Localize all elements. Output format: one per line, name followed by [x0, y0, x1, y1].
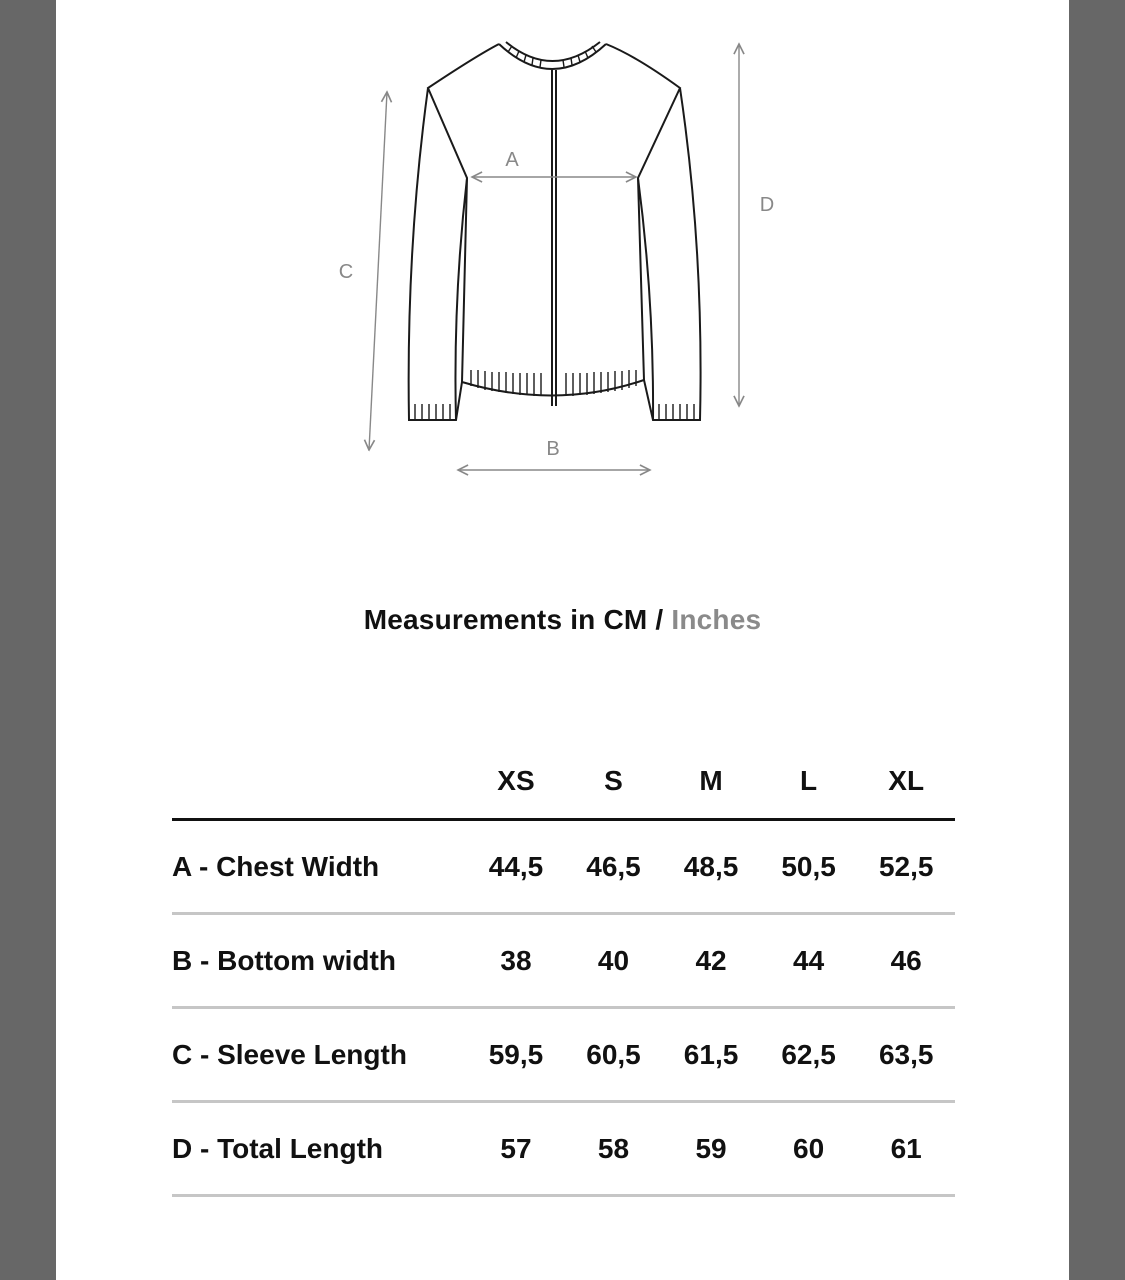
measurement-value: 60	[760, 1102, 858, 1196]
size-header-row	[172, 744, 955, 820]
measurement-value: 62,5	[760, 1008, 858, 1102]
cardigan-measurement-diagram	[56, 0, 1069, 520]
table-row	[172, 914, 955, 1008]
label-b: B	[546, 438, 560, 460]
measurement-value: 60,5	[565, 1008, 663, 1102]
measurement-value: 42	[662, 914, 760, 1008]
measurement-value: 59,5	[467, 1008, 565, 1102]
table-row	[172, 1102, 955, 1196]
measurement-value: 57	[467, 1102, 565, 1196]
size-header: M	[662, 744, 760, 820]
measurement-value: 50,5	[760, 820, 858, 914]
size-header: S	[565, 744, 663, 820]
measurement-value: 61	[857, 1102, 955, 1196]
table-row	[172, 820, 955, 914]
units-heading	[56, 604, 1069, 636]
measurement-value: 38	[467, 914, 565, 1008]
label-c: C	[338, 261, 354, 283]
measurement-value: 46	[857, 914, 955, 1008]
measurement-value: 44	[760, 914, 858, 1008]
units-separator: /	[655, 604, 664, 635]
row-label: C - Sleeve Length	[172, 1008, 467, 1102]
measurement-value: 61,5	[662, 1008, 760, 1102]
table-row	[172, 1008, 955, 1102]
measurement-value: 44,5	[467, 820, 565, 914]
row-label: A - Chest Width	[172, 820, 467, 914]
measurement-header	[172, 744, 467, 820]
measurement-value: 58	[565, 1102, 663, 1196]
size-guide-page	[56, 0, 1069, 1280]
label-d: D	[759, 194, 775, 216]
measurement-value: 59	[662, 1102, 760, 1196]
measurement-value: 52,5	[857, 820, 955, 914]
units-cm-toggle[interactable]: Measurements in CM	[363, 604, 648, 635]
measurement-value: 40	[565, 914, 663, 1008]
measurement-value: 46,5	[565, 820, 663, 914]
label-a: A	[505, 149, 519, 171]
size-chart-table	[172, 744, 955, 1197]
measurement-value: 48,5	[662, 820, 760, 914]
sleeve-length-arrow	[369, 92, 387, 450]
row-label: B - Bottom width	[172, 914, 467, 1008]
size-header: XS	[467, 744, 565, 820]
size-header: XL	[857, 744, 955, 820]
units-inches-toggle[interactable]: Inches	[671, 604, 762, 635]
row-label: D - Total Length	[172, 1102, 467, 1196]
cardigan-outline	[409, 42, 701, 420]
measurement-value: 63,5	[857, 1008, 955, 1102]
size-header: L	[760, 744, 858, 820]
